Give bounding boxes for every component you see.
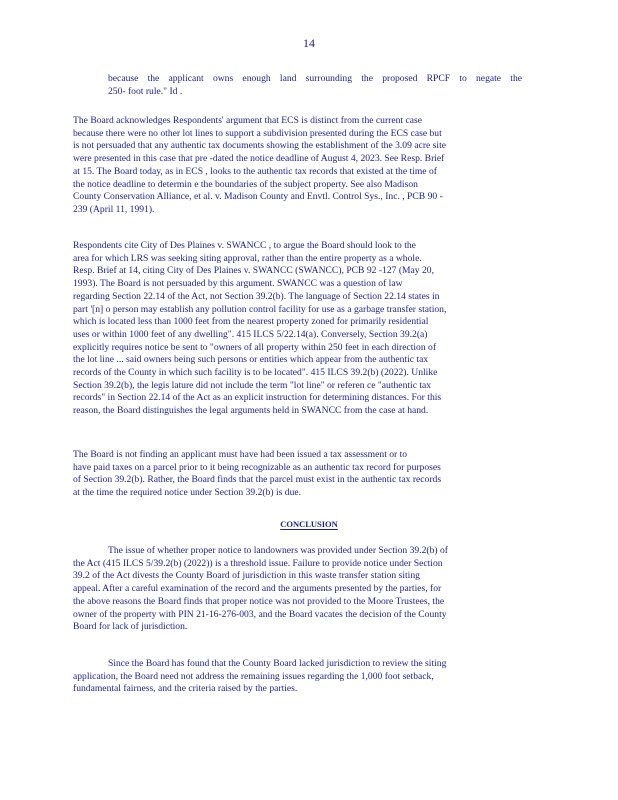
text-line: The Board acknowledges Respondents' argument that ECS is distinct from the current case [73,115,422,126]
text-line: part '[n] o person may establish any pollution control facility for use as a garbage transfer station, [73,303,447,315]
text-line: have paid taxes on a parcel prior to it being recognizable as an authentic tax record for purposes [73,461,441,473]
text-line: at the time the required notice under Section 39.2(b) is due. [73,487,302,499]
section-heading-conclusion [0,519,618,529]
text-line: explicitly requires notice be sent to "owners of all property within 250 feet in each direction of [73,341,437,353]
text-line: area for which LRS was seeking siting approval, rather than the entire property as a whole. [73,252,422,264]
text-line: 239 (April 11, 1991). [73,203,155,215]
paragraph-tax-records [73,449,543,500]
text-line: 250- foot rule." Id . [108,85,183,97]
text-line: 39.2 of the Act divests the County Board of jurisdiction in this waste transfer station siting [73,570,420,582]
text-line: Section 39.2(b), the legis lature did not include the term "lot line" or referen ce "authentic tax [73,379,432,391]
text-line: the lot line ... said owners being such persons or entities which appear from the authentic tax [73,354,429,366]
paragraph-remaining-issues [73,658,543,696]
text-line: County Conservation Alliance, et al. v. Madison County and Envtl. Control Sys., Inc. , PCB 90 - [73,191,443,203]
text-line: because the applicant owns enough land surrounding the proposed RPCF to negate the [108,73,522,84]
text-line: owner of the property with PIN 21-16-276-003, and the Board vacates the decision of the County [73,608,447,620]
text-line: of Section 39.2(b). Rather, the Board finds that the parcel must exist in the authentic tax records [73,474,442,486]
text-line: application, the Board need not address the remaining issues regarding the 1,000 foot setback, [73,670,434,682]
text-line: records of the County in which such facility is to be located". 415 ILCS 39.2(b) (2022). Unlike [73,367,438,379]
text-line: The Board is not finding an applicant must have had been issued a tax assessment or to [73,449,408,460]
text-line: reason, the Board distinguishes the legal arguments held in SWANCC from the case at hand. [73,405,429,417]
text-line: uses or within 1000 feet of any dwelling". 415 ILCS 5/22.14(a). Conversely, Section 39.2(a) [73,328,428,340]
paragraph-ecs [73,115,543,217]
page-number: 14 [303,36,315,50]
text-line: the above reasons the Board finds that proper notice was not provided to the Moore Trustees, the [73,595,445,607]
paragraph-swancc [73,240,543,418]
text-line: The issue of whether proper notice to landowners was provided under Section 39.2(b) of [108,545,448,556]
text-line: which is located less than 1000 feet from the nearest property zoned for primarily residential [73,316,429,328]
text-line: Respondents cite City of Des Plaines v. SWANCC , to argue the Board should look to the [73,240,416,251]
text-line: records" in Section 22.14 of the Act as an explicit instruction for determining distances. For this [73,392,442,404]
paragraph-conclusion [73,545,543,634]
text-line: were presented in this case that pre -dated the notice deadline of August 4, 2023. See Resp. Brief [73,153,445,165]
text-line: at 15. The Board today, as in ECS , looks to the authentic tax records that existed at the time of [73,165,437,177]
text-line: is not persuaded that any authentic tax documents showing the establishment of the 3.09 acre site [73,140,446,152]
text-line: Since the Board has found that the County Board lacked jurisdiction to review the siting [108,658,447,669]
text-line: appeal. After a careful examination of the record and the arguments presented by the parties, for [73,583,442,595]
text-line: the Act (415 ILCS 5/39.2(b) (2022)) is a threshold issue. Failure to provide notice under Section [73,557,443,569]
text-line: the notice deadline to determin e the boundaries of the subject property. See also Madison [73,178,418,190]
text-line: because there were no other lot lines to support a subdivision presented during the ECS case but [73,127,442,139]
text-line: fundamental fairness, and the criteria raised by the parties. [73,683,298,695]
text-line: Board for lack of jurisdiction. [73,621,188,633]
text-line: regarding Section 22.14 of the Act, not Section 39.2(b). The language of Section 22.14 states in [73,290,440,302]
text-line: Resp. Brief at 14, citing City of Des Plaines v. SWANCC (SWANCC), PCB 92 -127 (May 20, [73,265,434,277]
text-line: 1993). The Board is not persuaded by this argument. SWANCC was a question of law [73,278,403,290]
block-quote [108,73,522,98]
heading-text: CONCLUSION [280,519,338,529]
